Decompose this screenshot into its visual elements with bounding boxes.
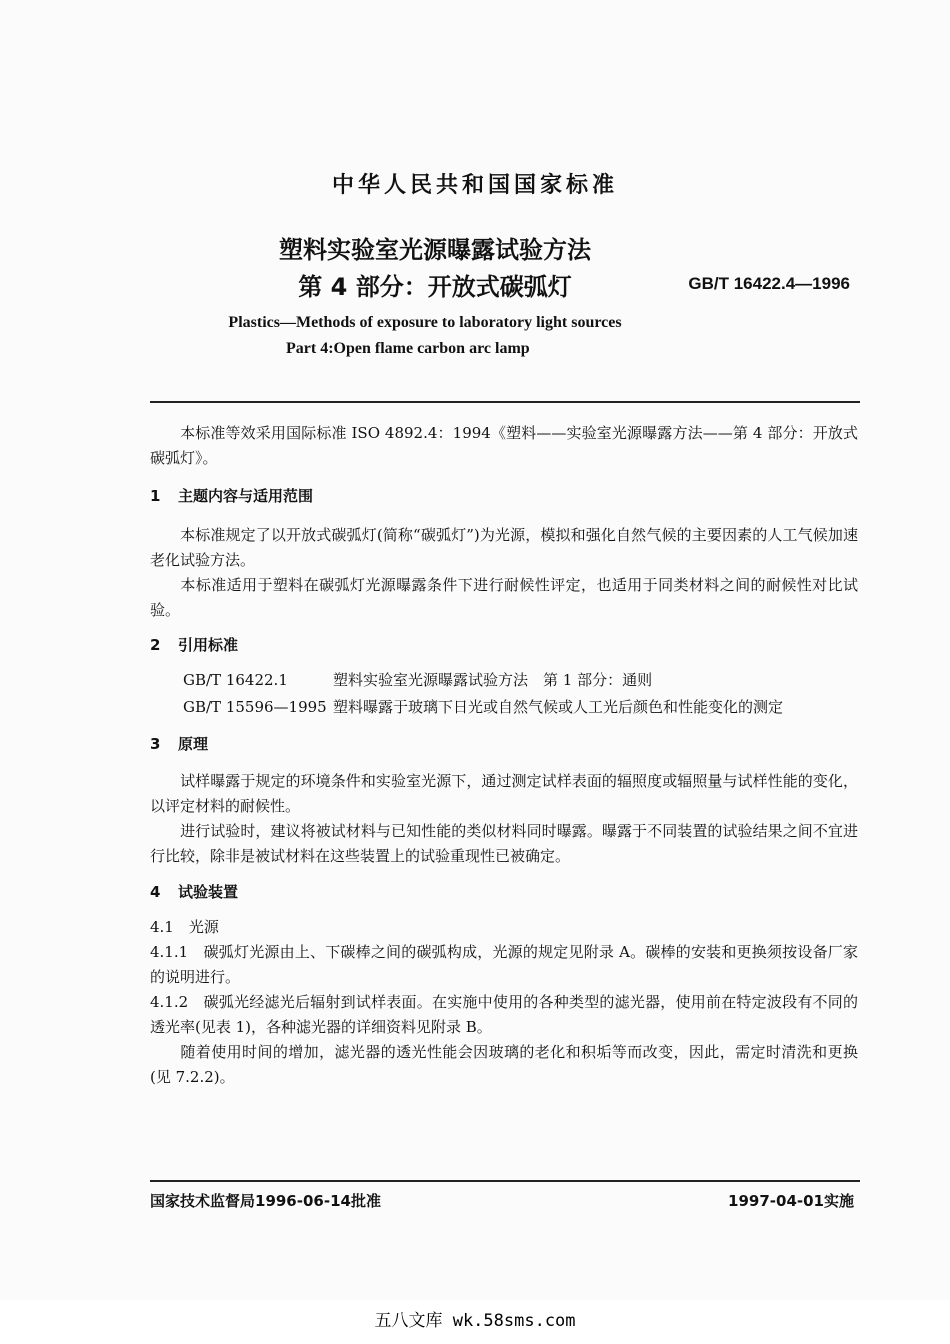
subsection-4-1-1: 4.1.1 碳弧灯光源由上、下碳棒之间的碳弧构成，光源的规定见附录 A。碳棒的安装和更换须按设备厂家的说明进行。 [150, 943, 858, 986]
section-1-heading: 1 主题内容与适用范围 [150, 487, 314, 505]
approval-date: 国家技术监督局1996-06-14批准 [150, 1192, 381, 1210]
subsection-4-1-2: 4.1.2 碳弧光经滤光后辐射到试样表面。在实施中使用的各种类型的滤光器，使用前在特定波段有不同的透光率(见表 1)，各种滤光器的详细资料见附录 B。 [150, 993, 858, 1036]
reference-item-1 [183, 669, 652, 690]
section-4-heading: 4 试验装置 [150, 883, 239, 901]
reference-code: GB/T 16422.1 [183, 671, 288, 689]
section-2-heading: 2 引用标准 [150, 636, 239, 654]
section-3-heading: 3 原理 [150, 735, 209, 753]
section-3-paragraph-1: 试样曝露于规定的环境条件和实验室光源下，通过测定试样表面的辐照度或辐照量与试样性能的变化，以评定材料的耐候性。 [150, 772, 858, 815]
reference-title: 塑料实验室光源曝露试验方法 第 1 部分：通则 [333, 671, 653, 689]
reference-code: GB/T 15596—1995 [183, 698, 327, 716]
standard-number: GB/T 16422.4—1996 [688, 274, 850, 293]
header-divider [150, 401, 860, 403]
footer-divider [150, 1180, 860, 1182]
title-line-1: 塑料实验室光源曝露试验方法 [279, 236, 591, 264]
watermark-text: 五八文库 wk.58sms.com [0, 1306, 950, 1331]
section-3-paragraph-2: 进行试验时，建议将被试材料与已知性能的类似材料同时曝露。曝露于不同装置的试验结果之间不宜进行比较，除非是被试材料在这些装置上的试验重现性已被确定。 [150, 822, 858, 865]
reference-title: 塑料曝露于玻璃下日光或自然气候或人工光后颜色和性能变化的测定 [333, 698, 784, 716]
national-standard-heading: 中华人民共和国国家标准 [331, 173, 618, 198]
section-4-paragraph: 随着使用时间的增加，滤光器的透光性能会因玻璃的老化和积垢等而改变，因此，需定时清洗和更换(见 7.2.2)。 [150, 1043, 858, 1086]
english-title-line-2: Part 4:Open flame carbon arc lamp [286, 340, 530, 357]
subsection-4-1: 4.1 光源 [150, 918, 219, 936]
section-1-paragraph-2: 本标准适用于塑料在碳弧灯光源曝露条件下进行耐候性评定，也适用于同类材料之间的耐候性对比试验。 [150, 576, 858, 619]
section-1-paragraph-1: 本标准规定了以开放式碳弧灯(简称“碳弧灯”)为光源，模拟和强化自然气候的主要因素的人工气候加速老化试验方法。 [150, 526, 858, 569]
title-line-2: 第 4 部分：开放式碳弧灯 [298, 273, 572, 301]
english-title-line-1: Plastics—Methods of exposure to laboratory light sources [228, 314, 622, 331]
reference-item-2 [183, 696, 783, 717]
intro-paragraph: 本标准等效采用国际标准 ISO 4892.4：1994《塑料——实验室光源曝露方法——第 4 部分：开放式碳弧灯》。 [150, 424, 858, 467]
implementation-date: 1997-04-01实施 [728, 1192, 854, 1210]
